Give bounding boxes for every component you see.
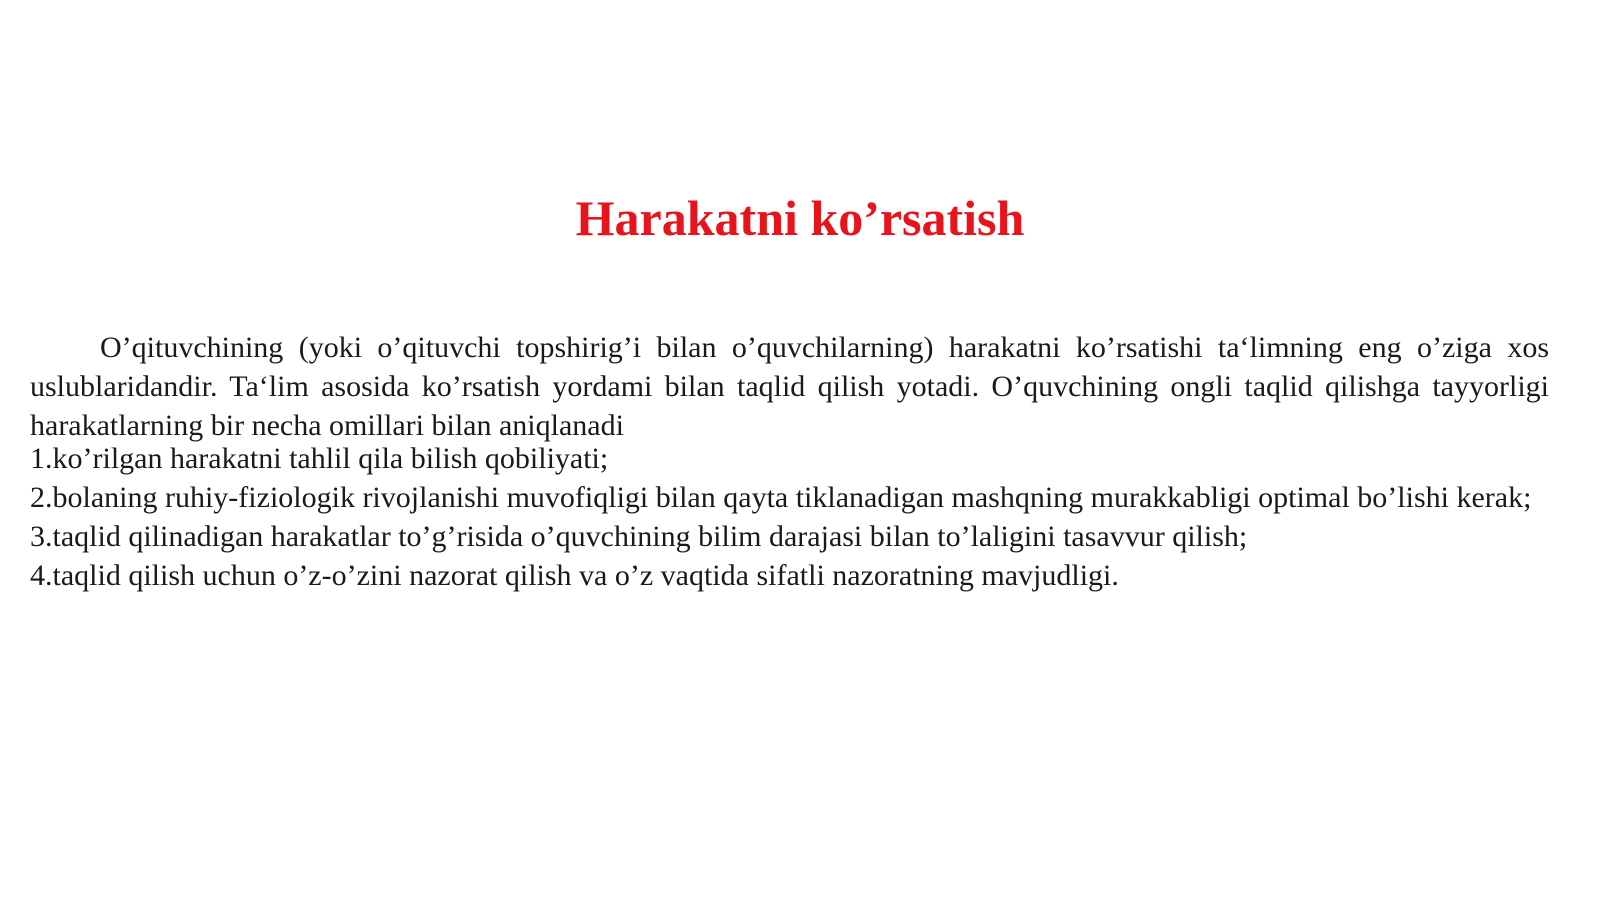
factors-list (30, 439, 1549, 595)
intro-paragraph: O’qituvchining (yoki o’qituvchi topshirig’i bilan o’quvchilarning) harakatni ko’rsatishi ta‘limning eng o’ziga xos uslublaridandir. Ta‘lim asosida ko’rsatish yordami bilan taqlid qilish yotadi. O’quvchining ongli taqlid qilishga tayyorligi harakatlarning bir necha omillari bilan aniqlanadi (30, 331, 1549, 442)
list-item: 1.ko’rilgan harakatni tahlil qila bilish qobiliyati; (30, 442, 609, 475)
slide-title: Harakatni ko’rsatish (575, 190, 1025, 246)
list-item: 3.taqlid qilinadigan harakatlar to’g’risida o’quvchining bilim darajasi bilan to’laligini tasavvur qilish; (30, 520, 1248, 553)
list-item: 4.taqlid qilish uchun o’z-o’zini nazorat qilish va o’z vaqtida sifatli nazoratning mavjudligi. (30, 559, 1119, 592)
slide-body (30, 328, 1549, 595)
list-item: 2.bolaning ruhiy-fiziologik rivojlanishi muvofiqligi bilan qayta tiklanadigan mashqning murakkabligi optimal bo’lishi kerak; (30, 481, 1532, 514)
